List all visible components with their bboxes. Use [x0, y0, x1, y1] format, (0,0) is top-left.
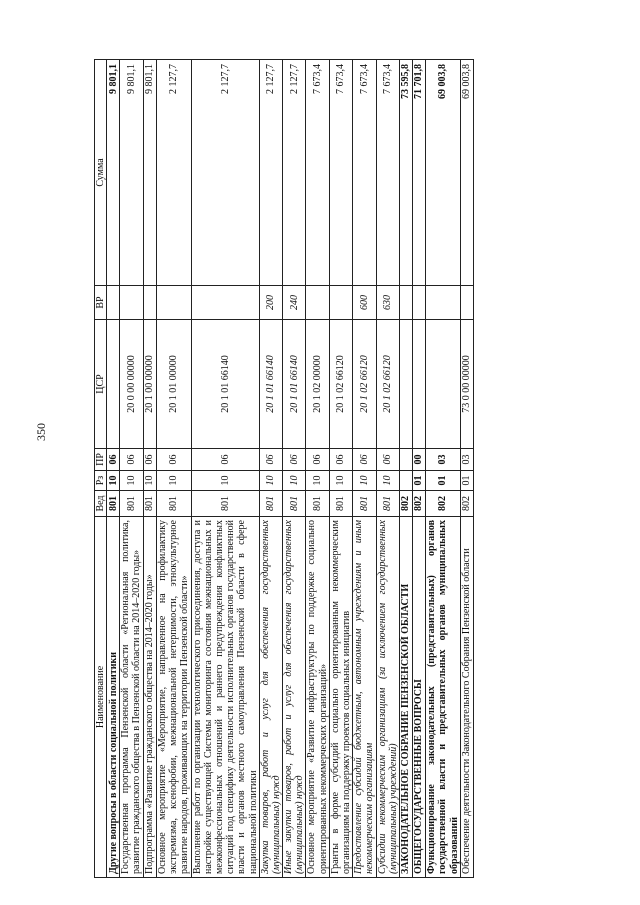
- row-rz: 10: [107, 471, 120, 491]
- table-row: [191, 60, 259, 878]
- table-row: [425, 60, 460, 878]
- table-row: [283, 60, 306, 878]
- row-csr: 20 1 01 66140: [259, 320, 282, 449]
- row-rz: 10: [353, 471, 376, 491]
- row-pr: 06: [107, 449, 120, 471]
- row-rz: 01: [460, 471, 473, 491]
- row-csr: 20 1 02 66120: [329, 320, 352, 449]
- row-ved: 802: [425, 491, 460, 517]
- row-csr: 20 0 00 00000: [120, 320, 143, 449]
- row-csr: 20 1 02 00000: [306, 320, 329, 449]
- table-row: [306, 60, 329, 878]
- rotated-page-content: [94, 60, 556, 878]
- row-rz: 01: [425, 471, 460, 491]
- row-vr: 200: [259, 286, 282, 320]
- table-row: [353, 60, 376, 878]
- row-name: Субсидии некоммерческим организациям (за исключением государственных (муниципальных) учреждений): [376, 517, 399, 878]
- header-rz: Рз: [95, 471, 107, 491]
- row-vr: [306, 286, 329, 320]
- row-vr: [399, 286, 412, 320]
- row-pr: 06: [156, 449, 191, 471]
- row-vr: [143, 286, 156, 320]
- row-csr: 20 1 00 00000: [143, 320, 156, 449]
- row-pr: 06: [283, 449, 306, 471]
- table-row: [259, 60, 282, 878]
- row-ved: 801: [353, 491, 376, 517]
- row-ved: 801: [376, 491, 399, 517]
- table-row: [107, 60, 120, 878]
- row-sum: 2 127,7: [283, 60, 306, 286]
- header-ved: Вед: [95, 491, 107, 517]
- row-ved: 802: [412, 491, 425, 517]
- row-csr: [399, 320, 412, 449]
- row-sum: 71 701,8: [412, 60, 425, 286]
- row-name: Функционирование законодательных (представительных) органов государственной власти и представительных органов муниципальных образований: [425, 517, 460, 878]
- row-name: Выполнение работ по организации технологического присоединения, доступа и настройке существующей Системы мониторинга состояния межнациональных и межконфессиональных отношений и раннего предупреждения конфликтных ситуаций под специфику деятельности исполнительных органов государственной власти и органов местного самоуправления Пензенской области в сфере национальной политики: [191, 517, 259, 878]
- row-rz: [399, 471, 412, 491]
- table-header-row: [95, 60, 107, 878]
- row-pr: 06: [191, 449, 259, 471]
- row-vr: [412, 286, 425, 320]
- row-ved: 802: [399, 491, 412, 517]
- row-vr: 240: [283, 286, 306, 320]
- row-pr: 06: [376, 449, 399, 471]
- table-row: [399, 60, 412, 878]
- row-name: Обеспечение деятельности Законодательного Собрания Пензенской области: [460, 517, 473, 878]
- row-csr: [412, 320, 425, 449]
- row-ved: 801: [156, 491, 191, 517]
- row-ved: 802: [460, 491, 473, 517]
- row-sum: 69 003,8: [425, 60, 460, 286]
- row-vr: 630: [376, 286, 399, 320]
- row-name: Предоставление субсидий бюджетным, автономным учреждениям и иным некоммерческим организациям: [353, 517, 376, 878]
- row-rz: 01: [412, 471, 425, 491]
- row-csr: 20 1 01 66140: [283, 320, 306, 449]
- row-sum: 7 673,4: [376, 60, 399, 286]
- row-name: Государственная программа Пензенской области «Региональная политика, развитие гражданского общества в Пензенской области на 2014–2020 годы»: [120, 517, 143, 878]
- row-ved: 801: [329, 491, 352, 517]
- header-pr: ПР: [95, 449, 107, 471]
- row-vr: [107, 286, 120, 320]
- row-sum: 9 801,1: [143, 60, 156, 286]
- row-ved: 801: [143, 491, 156, 517]
- row-pr: 06: [306, 449, 329, 471]
- row-rz: 10: [306, 471, 329, 491]
- row-name: Другие вопросы в области социальной политики: [107, 517, 120, 878]
- header-name: Наименование: [95, 517, 107, 878]
- budget-table: [94, 59, 474, 878]
- row-ved: 801: [306, 491, 329, 517]
- row-ved: 801: [107, 491, 120, 517]
- table-row: [376, 60, 399, 878]
- row-pr: 06: [120, 449, 143, 471]
- row-name: Основное мероприятие «Развитие инфраструктуры по поддержке социально ориентированных некоммерческих организаций»: [306, 517, 329, 878]
- row-rz: 10: [329, 471, 352, 491]
- row-pr: 03: [460, 449, 473, 471]
- row-pr: 06: [353, 449, 376, 471]
- row-name: ЗАКОНОДАТЕЛЬНОЕ СОБРАНИЕ ПЕНЗЕНСКОЙ ОБЛАСТИ: [399, 517, 412, 878]
- row-vr: [425, 286, 460, 320]
- row-sum: 73 595,8: [399, 60, 412, 286]
- table-row: [460, 60, 473, 878]
- row-rz: 10: [143, 471, 156, 491]
- row-vr: 600: [353, 286, 376, 320]
- row-pr: 03: [425, 449, 460, 471]
- row-vr: [120, 286, 143, 320]
- row-csr: [107, 320, 120, 449]
- row-sum: 2 127,7: [259, 60, 282, 286]
- row-sum: 69 003,8: [460, 60, 473, 286]
- table-row: [412, 60, 425, 878]
- table-row: [143, 60, 156, 878]
- row-name: Основное мероприятие «Мероприятие, направленное на профилактику экстремизма, ксенофобии, межнациональной нетерпимости, этнокультурное развитие народов, проживающих на территории Пензенской области»: [156, 517, 191, 878]
- row-ved: 801: [283, 491, 306, 517]
- row-name: Иные закупки товаров, работ и услуг для обеспечения государственных (муниципальных) нужд: [283, 517, 306, 878]
- row-csr: 20 1 01 66140: [191, 320, 259, 449]
- row-vr: [329, 286, 352, 320]
- row-vr: [191, 286, 259, 320]
- row-pr: 00: [412, 449, 425, 471]
- row-ved: 801: [191, 491, 259, 517]
- row-pr: [399, 449, 412, 471]
- row-rz: 10: [120, 471, 143, 491]
- row-vr: [156, 286, 191, 320]
- row-pr: 06: [259, 449, 282, 471]
- row-name: Закупка товаров, работ и услуг для обеспечения государственных (муниципальных) нужд: [259, 517, 282, 878]
- row-csr: 20 1 01 00000: [156, 320, 191, 449]
- row-sum: 2 127,7: [156, 60, 191, 286]
- row-csr: 73 0 00 00000: [460, 320, 473, 449]
- row-name: Подпрограмма «Развитие гражданского общества на 2014–2020 годы»: [143, 517, 156, 878]
- header-csr: ЦСР: [95, 320, 107, 449]
- row-sum: 7 673,4: [353, 60, 376, 286]
- row-sum: 7 673,4: [306, 60, 329, 286]
- row-csr: [425, 320, 460, 449]
- row-sum: 7 673,4: [329, 60, 352, 286]
- row-vr: [460, 286, 473, 320]
- row-rz: 10: [156, 471, 191, 491]
- row-csr: 20 1 02 66120: [353, 320, 376, 449]
- row-rz: 10: [191, 471, 259, 491]
- table-row: [156, 60, 191, 878]
- row-sum: 9 801,1: [120, 60, 143, 286]
- page-number: 350: [34, 423, 48, 441]
- row-csr: 20 1 02 66120: [376, 320, 399, 449]
- row-rz: 10: [283, 471, 306, 491]
- row-name: Гранты в форме субсидий социально ориентированным некоммерческим организациям на поддержку проектов социальных инициатив: [329, 517, 352, 878]
- row-rz: 10: [376, 471, 399, 491]
- row-sum: 2 127,7: [191, 60, 259, 286]
- table-row: [120, 60, 143, 878]
- row-rz: 10: [259, 471, 282, 491]
- row-pr: 06: [143, 449, 156, 471]
- header-vr: ВР: [95, 286, 107, 320]
- row-name: ОБЩЕГОСУДАРСТВЕННЫЕ ВОПРОСЫ: [412, 517, 425, 878]
- row-sum: 9 801,1: [107, 60, 120, 286]
- header-sum: Сумма: [95, 60, 107, 286]
- row-pr: 06: [329, 449, 352, 471]
- row-ved: 801: [120, 491, 143, 517]
- table-row: [329, 60, 352, 878]
- row-ved: 801: [259, 491, 282, 517]
